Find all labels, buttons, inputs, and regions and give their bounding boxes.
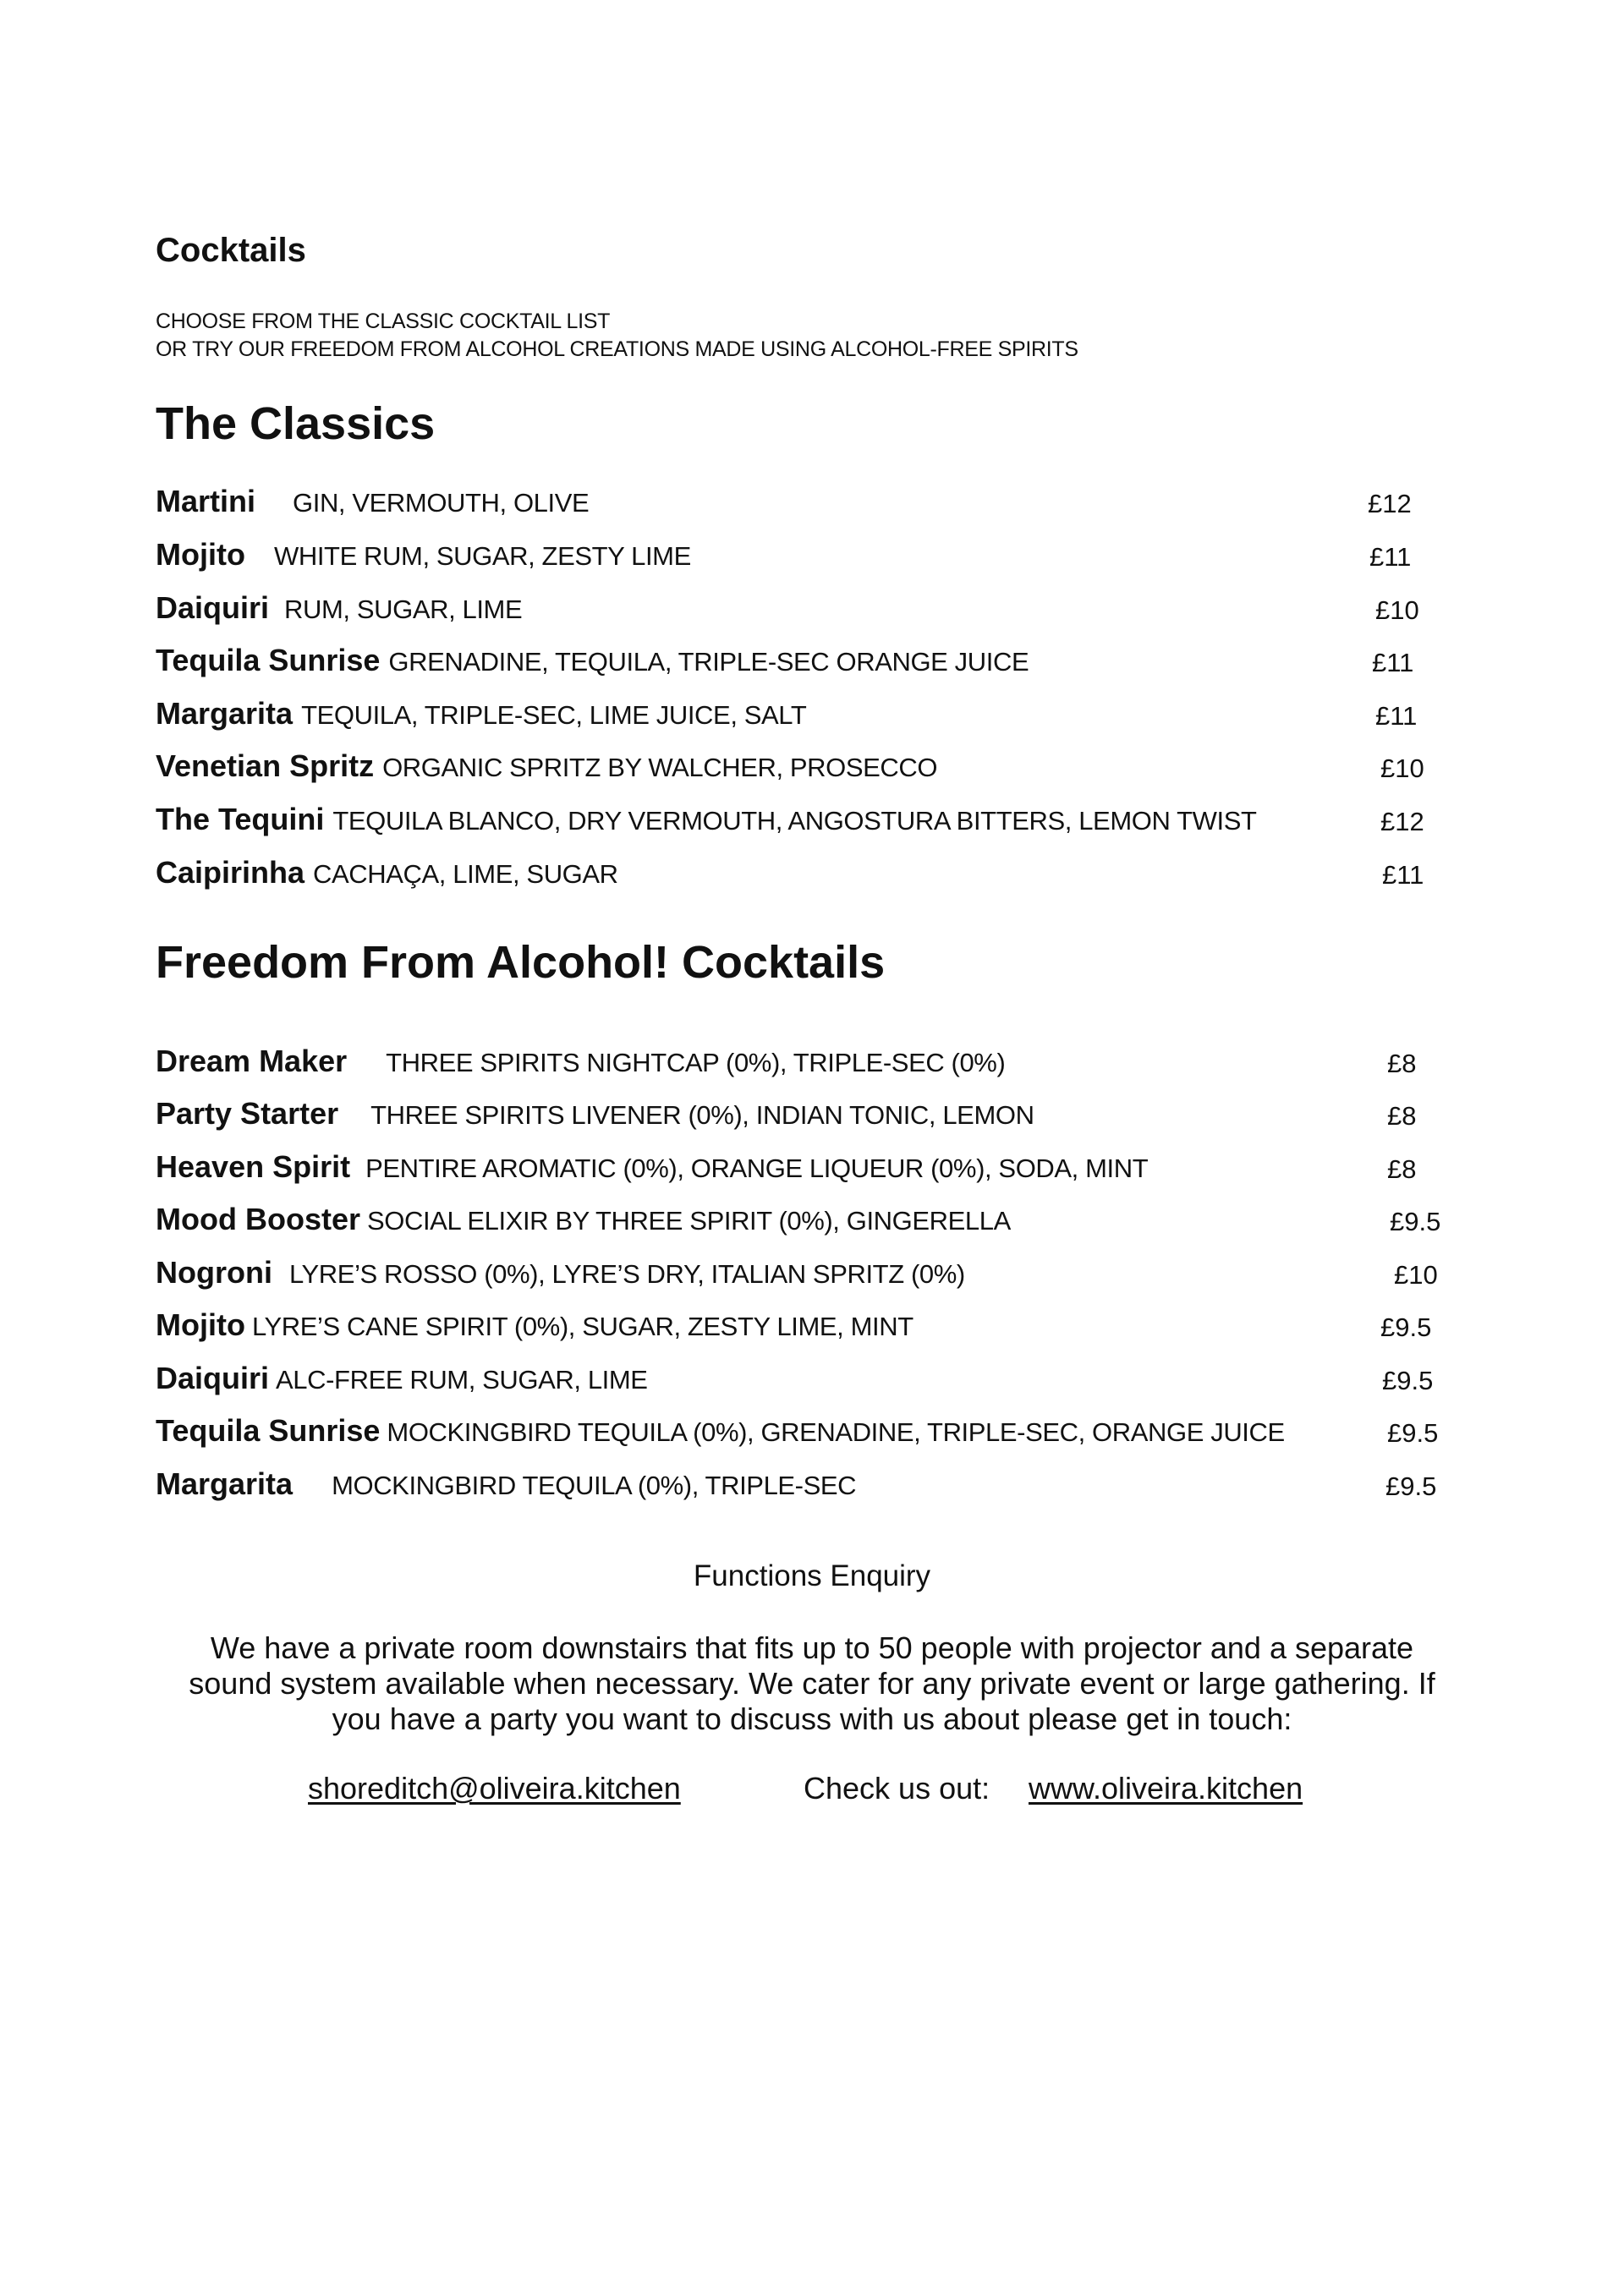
item-price: £9.5 — [1387, 1418, 1439, 1448]
intro-line-2: OR TRY OUR FREEDOM FROM ALCOHOL CREATIONS MADE USING ALCOHOL-FREE SPIRITS — [156, 337, 1078, 361]
item-price: £8 — [1387, 1154, 1417, 1184]
item-name: Dream Maker — [156, 1044, 348, 1078]
item-description: TEQUILA BLANCO, DRY VERMOUTH, ANGOSTURA BITTERS, LEMON TWIST — [332, 806, 1257, 836]
section-label: Cocktails — [156, 232, 306, 269]
menu-item — [156, 802, 1257, 842]
item-name: Martini — [156, 484, 256, 518]
item-price: £11 — [1372, 648, 1414, 677]
menu-item — [156, 590, 522, 631]
item-description: SOCIAL ELIXIR BY THREE SPIRIT (0%), GINGERELLA — [366, 1206, 1011, 1236]
item-name: Caipirinha — [156, 855, 305, 890]
item-name: Mood Booster — [156, 1202, 360, 1236]
item-description: WHITE RUM, SUGAR, ZESTY LIME — [273, 541, 691, 571]
email-link[interactable]: shoreditch@oliveira.kitchen — [308, 1771, 681, 1806]
menu-item — [156, 748, 937, 789]
item-name: The Tequini — [156, 802, 325, 836]
item-name: Tequila Sunrise — [156, 1413, 381, 1448]
item-description: ORGANIC SPRITZ BY WALCHER, PROSECCO — [382, 753, 938, 782]
menu-item — [156, 1466, 856, 1507]
item-price: £10 — [1380, 753, 1424, 783]
menu-item — [156, 643, 1029, 683]
functions-heading: Functions Enquiry — [693, 1559, 931, 1592]
item-name: Heaven Spirit — [156, 1149, 351, 1184]
item-name: Margarita — [156, 696, 294, 731]
item-price: £11 — [1382, 860, 1424, 890]
item-price: £10 — [1375, 595, 1419, 625]
item-name: Daiquiri — [156, 1361, 270, 1395]
item-price: £8 — [1387, 1049, 1417, 1078]
item-price: £11 — [1375, 701, 1418, 731]
item-price: £9.5 — [1385, 1471, 1437, 1501]
item-description: ALC-FREE RUM, SUGAR, LIME — [276, 1365, 648, 1395]
item-name: Nogroni — [156, 1255, 272, 1290]
item-price: £12 — [1380, 807, 1424, 836]
item-price: £10 — [1394, 1260, 1438, 1290]
menu-item — [156, 484, 589, 524]
item-name: Party Starter — [156, 1096, 339, 1131]
item-name: Mojito — [156, 1307, 245, 1342]
classics-heading: The Classics — [156, 398, 436, 449]
menu-item — [156, 1149, 1148, 1190]
item-name: Venetian Spritz — [156, 748, 375, 783]
item-description: PENTIRE AROMATIC (0%), ORANGE LIQUEUR (0%), SODA, MINT — [365, 1153, 1149, 1183]
item-price: £8 — [1387, 1101, 1417, 1131]
item-description: RUM, SUGAR, LIME — [284, 595, 523, 624]
menu-item — [156, 537, 691, 578]
item-description: LYRE’S ROSSO (0%), LYRE’S DRY, ITALIAN SPRITZ (0%) — [288, 1259, 965, 1289]
menu-item — [156, 855, 618, 896]
functions-body-line-3: you have a party you want to discuss with us about please get in touch: — [332, 1701, 1292, 1736]
item-name: Margarita — [156, 1466, 294, 1501]
item-price: £11 — [1369, 542, 1412, 572]
functions-body-line-1: We have a private room downstairs that fits up to 50 people with projector and a separate — [210, 1630, 1414, 1665]
item-description: CACHAÇA, LIME, SUGAR — [313, 859, 618, 889]
item-description: THREE SPIRITS NIGHTCAP (0%), TRIPLE-SEC (0%) — [386, 1048, 1006, 1077]
menu-item — [156, 1255, 965, 1296]
item-price: £9.5 — [1382, 1366, 1434, 1395]
check-us-out-label: Check us out: — [804, 1771, 990, 1806]
item-price: £12 — [1368, 489, 1412, 518]
menu-item — [156, 1202, 1011, 1242]
item-description: GIN, VERMOUTH, OLIVE — [293, 488, 590, 518]
item-price: £9.5 — [1380, 1312, 1432, 1342]
item-description: TEQUILA, TRIPLE-SEC, LIME JUICE, SALT — [301, 700, 807, 730]
website-link[interactable]: www.oliveira.kitchen — [1029, 1771, 1303, 1806]
item-description: MOCKINGBIRD TEQUILA (0%), TRIPLE-SEC — [332, 1471, 857, 1500]
menu-item — [156, 1044, 1005, 1084]
item-description: LYRE’S CANE SPIRIT (0%), SUGAR, ZESTY LIME, MINT — [251, 1312, 914, 1341]
intro-line-1: CHOOSE FROM THE CLASSIC COCKTAIL LIST — [156, 310, 611, 333]
item-description: GRENADINE, TEQUILA, TRIPLE-SEC ORANGE JUICE — [388, 647, 1029, 677]
functions-body-line-2: sound system available when necessary. We cater for any private event or large gathering. If — [189, 1666, 1435, 1701]
menu-item — [156, 1307, 914, 1348]
item-description: MOCKINGBIRD TEQUILA (0%), GRENADINE, TRIPLE-SEC, ORANGE JUICE — [387, 1417, 1285, 1447]
item-name: Mojito — [156, 537, 245, 572]
item-description: THREE SPIRITS LIVENER (0%), INDIAN TONIC, LEMON — [370, 1100, 1034, 1130]
menu-item — [156, 1096, 1034, 1137]
freedom-heading: Freedom From Alcohol! Cocktails — [156, 937, 886, 988]
menu-item — [156, 1413, 1285, 1454]
menu-item — [156, 696, 806, 737]
menu-item — [156, 1361, 648, 1401]
item-name: Daiquiri — [156, 590, 270, 625]
item-name: Tequila Sunrise — [156, 643, 381, 677]
item-price: £9.5 — [1390, 1207, 1441, 1236]
